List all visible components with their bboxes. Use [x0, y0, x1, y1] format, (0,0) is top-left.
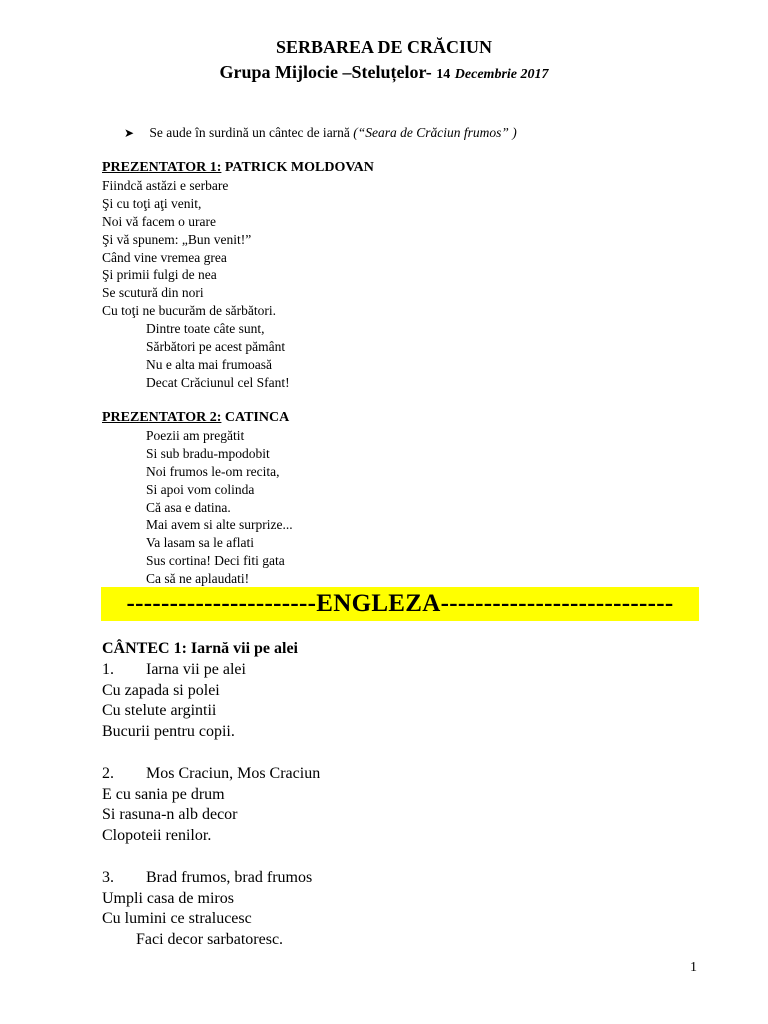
verse-line: Fiindcă astăzi e serbare — [102, 178, 229, 193]
presenter2-name: CATINCA — [224, 410, 290, 425]
section-banner: ----------------------ENGLEZA--------------------------- — [101, 587, 699, 621]
verse-line: Se scutură din nori — [102, 285, 204, 301]
verse-first-line — [102, 868, 312, 889]
verse-line: Noi frumos le-om recita, — [146, 463, 280, 479]
verse-line: Bucurii pentru copii. — [102, 722, 235, 740]
verse-line: Cu zapada si polei — [102, 681, 220, 699]
verse-line: Şi cu toţi aţi venit, — [102, 195, 202, 211]
verse-line: Ca să ne aplaudati! — [146, 571, 250, 587]
verse-line: Va lasam sa le aflati — [146, 535, 254, 551]
verse-line: E cu sania pe drum — [102, 785, 225, 803]
song1-label: CÂNTEC 1: — [102, 640, 187, 657]
verse-first-line — [102, 764, 320, 785]
verse-number: 3. — [102, 869, 114, 886]
verse-line: Nu e alta mai frumoasă — [146, 356, 272, 372]
verse-line: Si sub bradu-mpodobit — [146, 445, 270, 461]
document-title: SERBAREA DE CRĂCIUN — [275, 37, 493, 57]
song1-heading — [102, 639, 298, 660]
presenter1-heading — [102, 159, 374, 177]
document-subtitle — [0, 60, 768, 87]
verse-line: Clopoteii renilor. — [102, 826, 212, 844]
verse-line: Dintre toate câte sunt, — [146, 321, 265, 336]
verse-number: 1. — [102, 661, 114, 678]
song1-verse-2 — [102, 764, 320, 846]
presenter2-verse — [146, 427, 293, 588]
verse-line: Si rasuna-n alb decor — [102, 806, 238, 824]
verse-line: Sus cortina! Deci fiti gata — [146, 553, 285, 569]
verse-line: Brad frumos, brad frumos — [146, 869, 313, 886]
song1-verse-3 — [102, 868, 312, 950]
verse-line: Că asa e datina. — [146, 499, 231, 515]
verse-number: 2. — [102, 765, 114, 782]
presenter2-heading — [102, 409, 289, 427]
page-number: 1 — [690, 960, 697, 975]
verse-line: Faci decor sarbatoresc. — [136, 930, 284, 948]
cue-text: Se aude în surdină un cântec de iarnă — [149, 125, 350, 140]
verse-line: Cu lumini ce stralucesc — [102, 910, 252, 928]
verse-line: Si apoi vom colinda — [146, 481, 255, 497]
arrow-bullet-icon: ➤ — [124, 126, 135, 140]
verse-line: Şi vă spunem: „Bun venit!” — [102, 231, 252, 247]
date-text: Decembrie 2017 — [454, 67, 549, 82]
verse-line: Mos Craciun, Mos Craciun — [146, 765, 321, 782]
verse-line: Sărbători pe acest pământ — [146, 338, 286, 354]
song1-title: Iarnă vii pe alei — [190, 640, 298, 657]
presenter1-name: PATRICK MOLDOVAN — [224, 160, 374, 175]
verse-line: Umpli casa de miros — [102, 889, 234, 907]
verse-line: Cu toţi ne bucurăm de sărbători. — [102, 303, 276, 319]
verse-line: Şi primii fulgi de nea — [102, 267, 217, 283]
verse-line: Decat Crăciunul cel Sfant! — [146, 374, 290, 390]
group-name: Grupa Mijlocie –Steluțelor- — [219, 62, 432, 82]
verse-line: Iarna vii pe alei — [146, 661, 246, 678]
verse-line: Noi vă facem o urare — [102, 213, 216, 229]
song1-verse-1 — [102, 660, 246, 742]
verse-line: Cu stelute argintii — [102, 702, 217, 720]
verse-line: Mai avem si alte surprize... — [146, 517, 293, 533]
presenter1-indented-verse — [146, 320, 290, 392]
presenter1-verse — [102, 177, 276, 320]
verse-first-line — [102, 660, 246, 681]
cue-song: (“Seara de Crăciun frumos” ) — [353, 125, 517, 140]
date-day: 14 — [436, 67, 451, 82]
verse-line: Poezii am pregătit — [146, 428, 245, 443]
verse-line: Când vine vremea grea — [102, 249, 227, 265]
stage-cue — [124, 124, 517, 142]
presenter2-label: PREZENTATOR 2: — [102, 410, 222, 425]
presenter1-label: PREZENTATOR 1: — [102, 160, 222, 175]
